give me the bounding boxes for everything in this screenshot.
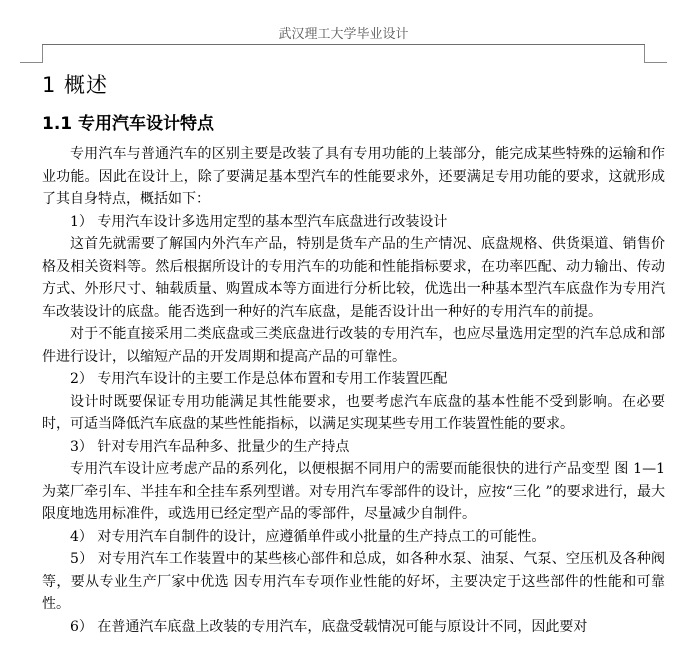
paragraph-item-1-body: 这首先就需要了解国内外汽车产品，特别是货车产品的生产情况、底盘规格、供货渠道、销售价格及相关资料等。然后根据所设计的专用汽车的功能和性能指标要求，在功率匹配、动力输出、传动方式、外形尺寸、轴载质量、购置成本等方面进行分析比较，优选出一种基本型汽车底盘作为专用汽车改装设计的底盘。能否选到一种好的汽车底盘，是能否设计出一种好的专用汽车的前提。 <box>42 236 665 320</box>
section-title: 1.1 专用汽车设计特点 <box>42 114 215 134</box>
paragraph-item-2-heading: 2） 专用汽车设计的主要工作是总体布置和专用工作装置匹配 <box>70 371 448 387</box>
paragraph-item-4: 4） 对专用汽车自制件的设计，应遵循单件或小批量的生产持点工的可能性。 <box>70 528 546 545</box>
paragraph-item-3-body: 专用汽车设计应考虑产品的系列化，以便根据不同用户的需要而能很快的进行产品变型 图 1—1 为菜厂牵引车、半挂车和全挂车系列型谱。对专用汽车零部件的设计，应按“三化 ”的要求进行，最大限度地选用标准件，或选用已经定型产品的零部件，尽量减少自制件。 <box>42 461 665 522</box>
header-title: 武汉理工大学毕业设计 <box>278 27 409 42</box>
crop-mark-left <box>20 45 43 63</box>
crop-mark-right <box>644 45 667 63</box>
chapter-title: 1 概述 <box>42 73 109 97</box>
header-rule <box>42 44 645 45</box>
paragraph-intro: 专用汽车与普通汽车的区别主要是改装了具有专用功能的上装部分，能完成某些特殊的运输和作业功能。因此在设计上，除了要满足基本型汽车的性能要求外，还要满足专用功能的要求，这就形成了其自身特点，概括如下： <box>42 146 665 207</box>
paragraph-item-6: 6） 在普通汽车底盘上改装的专用汽车，底盘受载情况可能与原设计不同，因此要对 <box>70 618 588 635</box>
page-header <box>0 0 687 46</box>
paragraph-item-1-heading: 1） 专用汽车设计多选用定型的基本型汽车底盘进行改装设计 <box>70 213 448 230</box>
paragraph-item-1-note: 对于不能直接采用二类底盘或三类底盘进行改装的专用汽车，也应尽量选用定型的汽车总成和部件进行设计，以缩短产品的开发周期和提高产品的可靠性。 <box>42 326 665 365</box>
paragraph-item-5: 5） 对专用汽车工作装置中的某些核心部件和总成，如各种水泵、油泵、气泵、空压机及各种阀等，要从专业生产厂家中优选 因专用汽车专项作业性能的好坏，主要决定于这些部件的性能和可靠性。 <box>42 551 665 612</box>
paragraph-item-2-body: 设计时既要保证专用功能满足其性能要求，也要考虑汽车底盘的基本性能不受到影响。在必要时，可适当降低汽车底盘的某些性能指标，以满足实现某些专用工作装置性能的要求。 <box>42 393 665 432</box>
document-body <box>42 70 665 638</box>
paragraph-item-3-heading: 3） 针对专用汽车品种多、批量少的生产持点 <box>70 438 350 455</box>
